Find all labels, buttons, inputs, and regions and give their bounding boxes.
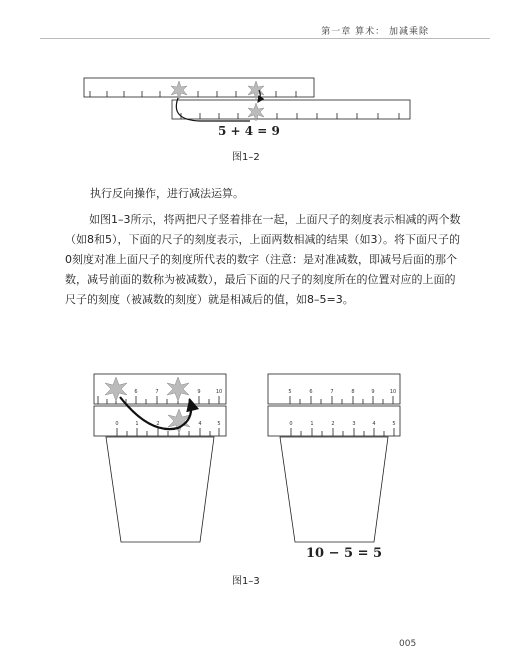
lower-tick-label: 5 [217, 421, 221, 427]
upper-tick-label: 7 [330, 389, 334, 395]
cup-body [106, 437, 214, 542]
upper-tick-label: 8 [351, 389, 355, 395]
upper-tick-label: 6 [309, 389, 313, 395]
upper-tick-label: 6 [134, 389, 138, 395]
lower-tick-label: 1 [135, 421, 139, 427]
upper-tick-label: 7 [155, 389, 159, 395]
upper-tick-label: 9 [371, 389, 375, 395]
lower-tick-label: 0 [115, 421, 119, 427]
lower-tick-label: 2 [156, 421, 160, 427]
paragraph-2: 如图1–3所示，将两把尺子竖着排在一起，上面尺子的刻度表示相减的两个数（如8和5），下面的尺子的刻度表示，上面两数相减的结果（如3）。将下面尺子的0刻度对准上面尺子的刻度所代表的数字（注意：是对准减数，即减号后面的那个数，减号前面的数称为被减数），最后下面的尺子的刻度所在的位置对应的上面的尺子的刻度（被减数的刻度）就是相减后的值，如8–5=3。 [65, 213, 461, 306]
upper-tick-label: 10 [389, 389, 397, 395]
lower-tick-label: 0 [289, 421, 293, 427]
figure1-caption: 图1–2 [232, 152, 260, 163]
running-header: 第一章 算术： 加减乘除 [321, 27, 429, 37]
figure2-equation: 10 − 5 = 5 [306, 546, 383, 561]
figure-1-3-right [268, 374, 400, 542]
lower-tick-label: 5 [392, 421, 396, 427]
lower-tick-label: 4 [372, 421, 376, 427]
figure-1-2 [84, 78, 410, 121]
figure-1-3-left [94, 374, 226, 542]
upper-tick-label: 10 [215, 389, 223, 395]
lower-tick-label: 4 [198, 421, 202, 427]
cup-body [280, 437, 388, 542]
upper-tick-label: 5 [288, 389, 292, 395]
lower-tick-label: 3 [352, 421, 356, 427]
lower-tick-label: 1 [310, 421, 314, 427]
paragraph-1: 执行反向操作，进行减法运算。 [90, 187, 244, 200]
figure2-caption: 图1–3 [232, 576, 260, 587]
figure1-equation: 5 + 4 = 9 [218, 124, 280, 138]
lower-ruler-left [94, 406, 226, 436]
top-ruler [84, 78, 314, 97]
lower-tick-label: 2 [331, 421, 335, 427]
page-number: 005 [399, 639, 417, 649]
upper-tick-label: 9 [197, 389, 201, 395]
bottom-ruler [172, 100, 410, 119]
